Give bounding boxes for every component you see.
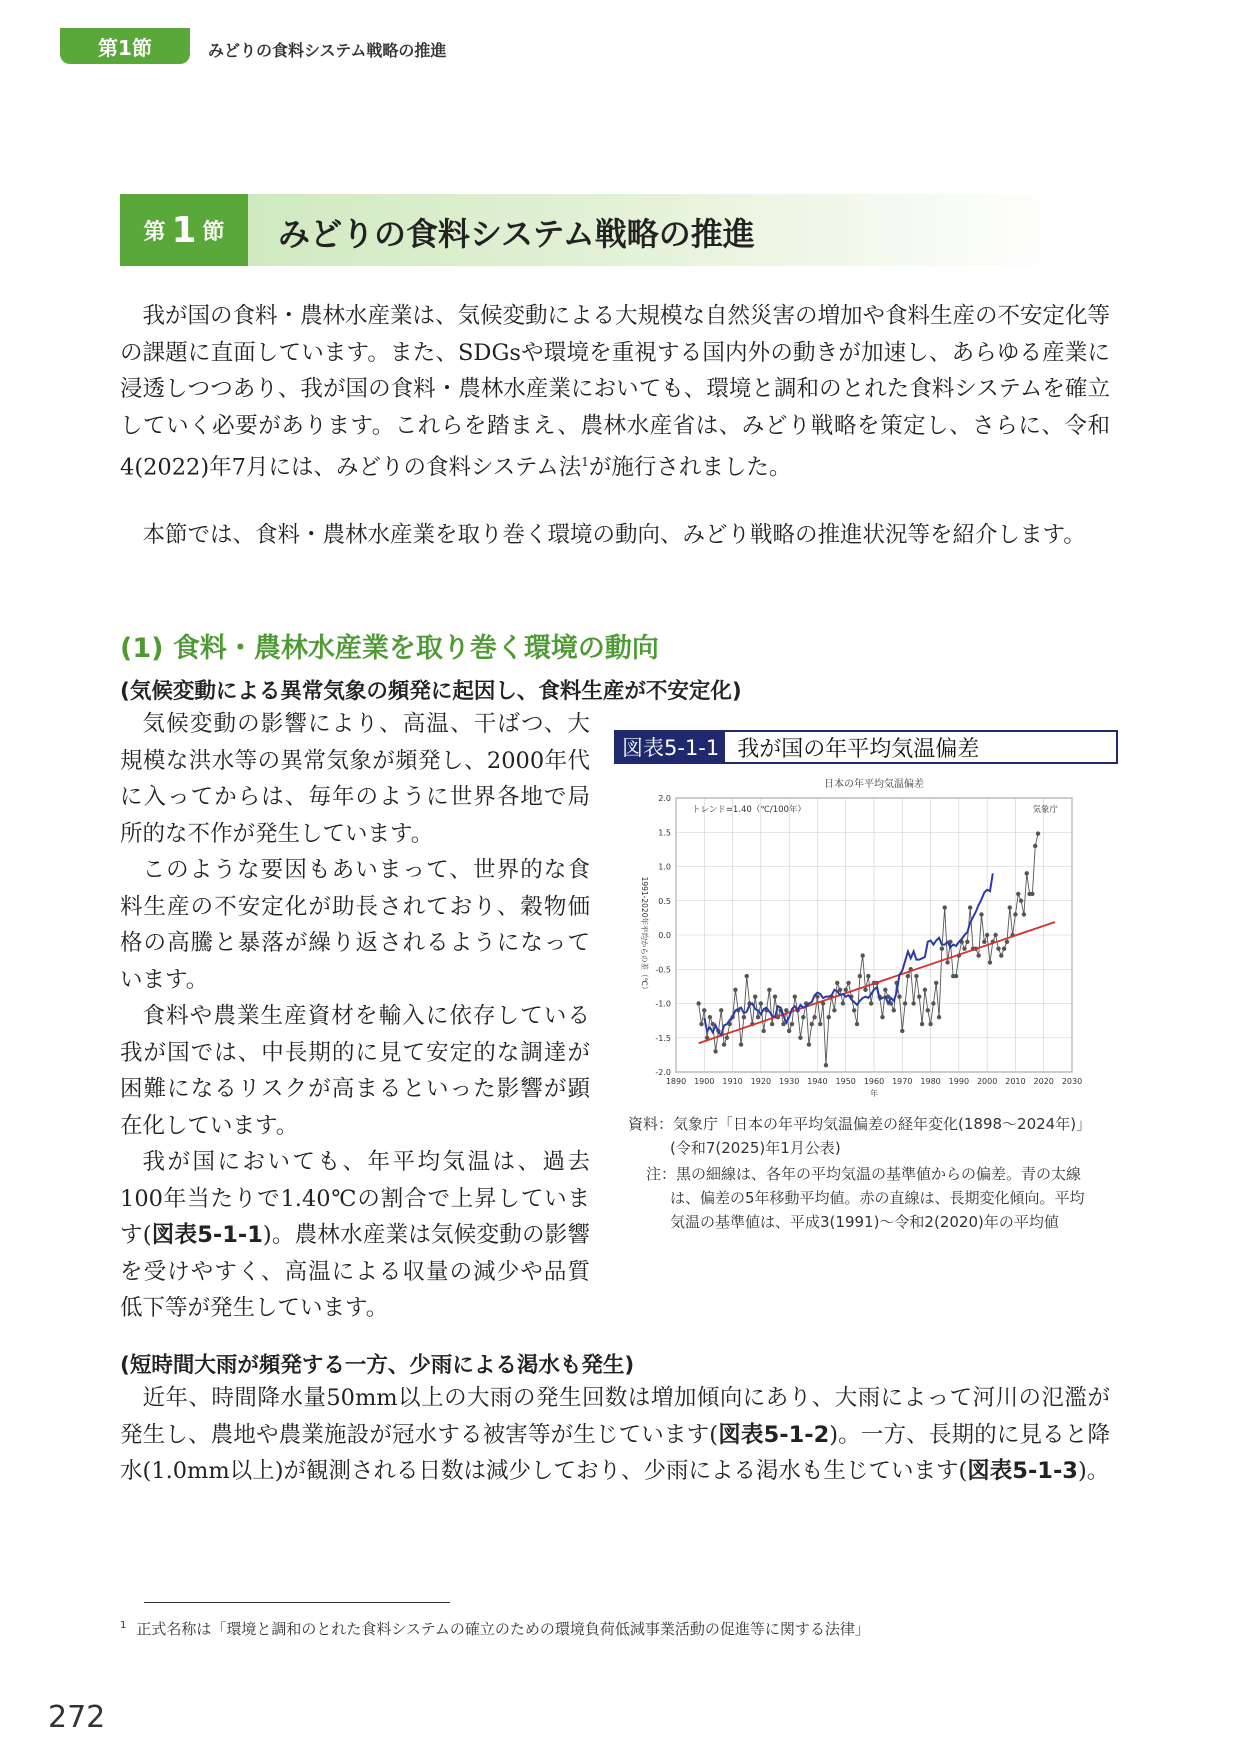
footnote-divider	[144, 1602, 450, 1603]
annual-data-point	[883, 988, 887, 992]
source-label: 資料：	[628, 1115, 674, 1133]
x-tick-label: 2010	[1005, 1077, 1026, 1086]
annual-data-point	[979, 912, 983, 916]
x-tick-label: 1950	[835, 1077, 856, 1086]
annual-data-point	[832, 1008, 836, 1012]
annual-data-point	[954, 974, 958, 978]
annual-data-point	[781, 1022, 785, 1026]
annual-data-point	[988, 960, 992, 964]
annual-data-point	[761, 1029, 765, 1033]
annual-data-point	[835, 981, 839, 985]
annual-data-point	[920, 1022, 924, 1026]
x-tick-label: 1890	[665, 1077, 687, 1086]
y-tick-label: -1.5	[655, 1033, 671, 1043]
annual-data-point	[1008, 905, 1012, 909]
annual-data-point	[827, 1015, 831, 1019]
note-line-1: 黒の細線は、各年の平均気温の基準値からの偏差。青の太線	[676, 1165, 1082, 1183]
intro-paragraph-2: 本節では、食料・農林水産業を取り巻く環境の動向、みどり戦略の推進状況等を紹介します。	[142, 522, 1086, 548]
figure-reference: 図表5-1-1	[151, 1222, 263, 1248]
body-p5-text: 近年、時間降水量50mm以上の大雨の発生回数は増加傾向にあり、大雨によって河川の氾濫が発生し、農地や農業施設が冠水する被害等が生じています(	[120, 1385, 1110, 1448]
figure-source	[628, 1112, 1091, 1160]
annual-data-point	[733, 988, 737, 992]
section-setsu: 節	[202, 219, 225, 245]
figure-note	[646, 1162, 1085, 1234]
x-tick-label: 1920	[750, 1077, 772, 1086]
note-line-3: 気温の基準値は、平成3(1991)〜令和2(2020)年の平均値	[670, 1213, 1059, 1231]
annual-data-point	[1005, 940, 1009, 944]
annual-data-point	[759, 1001, 763, 1005]
annual-data-point	[798, 1036, 802, 1040]
figure-number: 図表5-1-1	[616, 732, 725, 762]
y-tick-label: 1.5	[658, 828, 671, 838]
y-tick-label: -0.5	[655, 965, 671, 975]
annual-data-point	[852, 1008, 856, 1012]
annual-data-point	[696, 1001, 700, 1005]
y-tick-label: -1.0	[655, 999, 671, 1009]
annual-data-point	[846, 981, 850, 985]
annual-data-point	[773, 994, 777, 998]
annual-data-point	[962, 947, 966, 951]
topic-heading-1: (気候変動による異常気象の頻発に起因し、食料生産が不安定化)	[120, 679, 742, 704]
annual-data-point	[934, 981, 938, 985]
y-tick-label: -2.0	[655, 1068, 671, 1077]
annual-data-point	[841, 1001, 845, 1005]
annual-data-point	[914, 974, 918, 978]
x-tick-label: 2030	[1061, 1077, 1083, 1086]
figure-reference-3: 図表5-1-3	[967, 1458, 1078, 1484]
y-tick-label: 2.0	[658, 794, 671, 803]
figure-caption	[614, 730, 1118, 764]
body-p4-text-end: )。農林水産業は気候変動の影響を受けやすく、高温による収量の減少や品質低下等が発生しています。	[120, 1222, 590, 1321]
annual-data-point	[807, 1042, 811, 1046]
annual-data-point	[897, 994, 901, 998]
annual-data-point	[824, 1063, 828, 1067]
temperature-chart	[630, 774, 1090, 1104]
annual-data-point	[985, 933, 989, 937]
annual-data-point	[722, 1042, 726, 1046]
annual-data-point	[784, 1008, 788, 1012]
intro-p1-text-end: が施行されました。	[588, 454, 792, 481]
note-label: 注：	[646, 1165, 677, 1183]
running-header-tag: 第1節	[60, 28, 190, 64]
annual-data-point	[801, 1015, 805, 1019]
annual-data-point	[993, 933, 997, 937]
annual-data-point	[940, 947, 944, 951]
annual-data-point	[863, 988, 867, 992]
annual-data-point	[725, 1036, 729, 1040]
annual-data-point	[937, 1015, 941, 1019]
chart-credit: 気象庁	[1032, 805, 1058, 815]
left-column-text	[120, 706, 590, 1327]
annual-data-point	[926, 1008, 930, 1012]
annual-data-point	[1013, 912, 1017, 916]
annual-data-point	[793, 994, 797, 998]
page-number: 272	[48, 1700, 106, 1735]
annual-data-point	[1022, 912, 1026, 916]
annual-data-point	[818, 1022, 822, 1026]
annual-data-point	[1036, 831, 1040, 835]
annual-data-point	[906, 974, 910, 978]
annual-data-point	[711, 1022, 715, 1026]
annual-data-point	[753, 994, 757, 998]
annual-data-point	[1033, 844, 1037, 848]
intro-paragraph-1	[120, 298, 1110, 486]
annual-data-point	[1002, 947, 1006, 951]
annual-data-point	[976, 953, 980, 957]
section-title: みどりの食料システム戦略の推進	[278, 215, 755, 253]
annual-data-point	[982, 940, 986, 944]
x-tick-label: 1940	[807, 1077, 828, 1086]
x-tick-label: 2020	[1033, 1077, 1054, 1086]
annual-data-point	[742, 1015, 746, 1019]
annual-data-point	[928, 1022, 932, 1026]
intro-p1-text: 我が国の食料・農林水産業は、気候変動による大規模な自然災害の増加や食料生産の不安定化等の課題に直面しています。また、SDGsや環境を重視する国内外の動きが加速し、あらゆる産業に浸透しつつあり、我が国の食料・農林水産業においても、環境と調和のとれた食料システムを確立していく必要があります。これらを踏まえ、農林水産省は、みどり戦略を策定し、さらに、令和4(2022)年7月には、みどりの食料システム法	[120, 303, 1111, 481]
footnote-marker: 1	[581, 455, 589, 469]
annual-data-point	[931, 1001, 935, 1005]
trend-annotation: トレンド=1.40（℃/100年）	[692, 805, 806, 815]
annual-data-point	[860, 953, 864, 957]
source-line-2: (令和7(2025)年1月公表)	[670, 1139, 841, 1157]
body-paragraph-3: 食料や農業生産資材を輸入に依存している我が国では、中長期的に見て安定的な調達が困難になるリスクが高まるといった影響が顕在化しています。	[120, 1003, 590, 1139]
annual-data-point	[770, 1022, 774, 1026]
annual-data-point	[900, 1029, 904, 1033]
annual-data-point	[699, 1022, 703, 1026]
x-tick-label: 1990	[948, 1077, 970, 1086]
x-axis-label: 年	[870, 1089, 878, 1098]
annual-data-point	[911, 1001, 915, 1005]
x-tick-label: 1960	[863, 1077, 885, 1086]
annual-data-point	[869, 1001, 873, 1005]
y-tick-label: 0.0	[658, 931, 671, 940]
body-paragraph-5	[120, 1380, 1110, 1490]
body-p5-text-end: )。	[1077, 1458, 1110, 1484]
annual-data-point	[708, 1015, 712, 1019]
annual-data-point	[1030, 892, 1034, 896]
note-line-2: は、偏差の5年移動平均値。赤の直線は、長期変化傾向。平均	[670, 1189, 1085, 1207]
annual-data-point	[892, 1008, 896, 1012]
body-paragraph-4	[120, 1144, 590, 1327]
annual-data-point	[903, 1001, 907, 1005]
annual-data-point	[1016, 892, 1020, 896]
footnote-number: 1	[120, 1620, 127, 1631]
body-paragraph-2: このような要因もあいまって、世界的な食料生産の不安定化が助長されており、穀物価格の高騰と暴落が繰り返されるようになっています。	[120, 857, 590, 993]
annual-data-point	[1025, 871, 1029, 875]
footnote-text: 正式名称は「環境と調和のとれた食料システムの確立のための環境負荷低減事業活動の促進等に関する法律」	[136, 1620, 870, 1638]
body-p5-text-mid: )。一方、長期的に見ると降水(1.0mm以上)が観測される日数は減少しており、少雨による渇水も生じています(	[120, 1421, 1110, 1484]
x-tick-label: 1910	[722, 1077, 743, 1086]
x-tick-label: 1970	[892, 1077, 913, 1086]
annual-data-point	[968, 905, 972, 909]
annual-data-point	[858, 974, 862, 978]
annual-data-point	[880, 1015, 884, 1019]
annual-data-point	[917, 994, 921, 998]
annual-data-point	[756, 1015, 760, 1019]
annual-data-point	[739, 1042, 743, 1046]
annual-data-point	[812, 1015, 816, 1019]
figure-reference-2: 図表5-1-2	[718, 1421, 830, 1448]
x-tick-label: 2000	[976, 1077, 998, 1086]
annual-data-point	[943, 905, 947, 909]
body-p4-text: 我が国においても、年平均気温は、過去100年当たりで1.40℃の割合で上昇しています(	[120, 1149, 590, 1248]
annual-data-point	[965, 940, 969, 944]
section-number-label	[120, 194, 248, 266]
y-tick-label: 0.5	[658, 896, 671, 906]
annual-data-point	[702, 1008, 706, 1012]
y-axis-label: 1991-2020年平均からの差（℃）	[640, 876, 649, 994]
annual-data-point	[810, 1022, 814, 1026]
annual-data-point	[923, 988, 927, 992]
annual-data-point	[996, 947, 1000, 951]
footnote	[120, 1618, 870, 1639]
subsection-heading: (1) 食料・農林水産業を取り巻く環境の動向	[120, 633, 659, 664]
annual-data-point	[1019, 899, 1023, 903]
annual-data-point	[719, 1008, 723, 1012]
section-dai: 第	[143, 219, 166, 245]
x-tick-label: 1900	[694, 1077, 715, 1086]
annual-data-point	[999, 953, 1003, 957]
annual-data-point	[745, 974, 749, 978]
chart-title: 日本の年平均気温偏差	[824, 779, 924, 790]
x-tick-label: 1980	[920, 1077, 941, 1086]
annual-data-point	[767, 988, 771, 992]
x-tick-label: 1930	[778, 1077, 800, 1086]
annual-data-point	[866, 974, 870, 978]
figure-title: 我が国の年平均気温偏差	[737, 736, 980, 762]
annual-data-point	[790, 1022, 794, 1026]
annual-data-point	[787, 1029, 791, 1033]
y-tick-label: 1.0	[658, 862, 671, 872]
section-number: 1	[171, 209, 197, 251]
running-header-title: みどりの食料システム戦略の推進	[208, 41, 447, 60]
annual-data-point	[855, 1022, 859, 1026]
annual-data-point	[945, 960, 949, 964]
annual-data-point	[713, 1049, 717, 1053]
annual-data-point	[844, 988, 848, 992]
source-line-1: 気象庁「日本の年平均気温偏差の経年変化(1898〜2024年)」	[673, 1115, 1092, 1133]
body-paragraph-1: 気候変動の影響により、高温、干ばつ、大規模な洪水等の異常気象が頻発し、2000年代に入ってからは、毎年のように世界各地で局所的な不作が発生しています。	[120, 711, 590, 847]
topic-heading-2: (短時間大雨が頻発する一方、少雨による渇水も発生)	[120, 1353, 635, 1378]
